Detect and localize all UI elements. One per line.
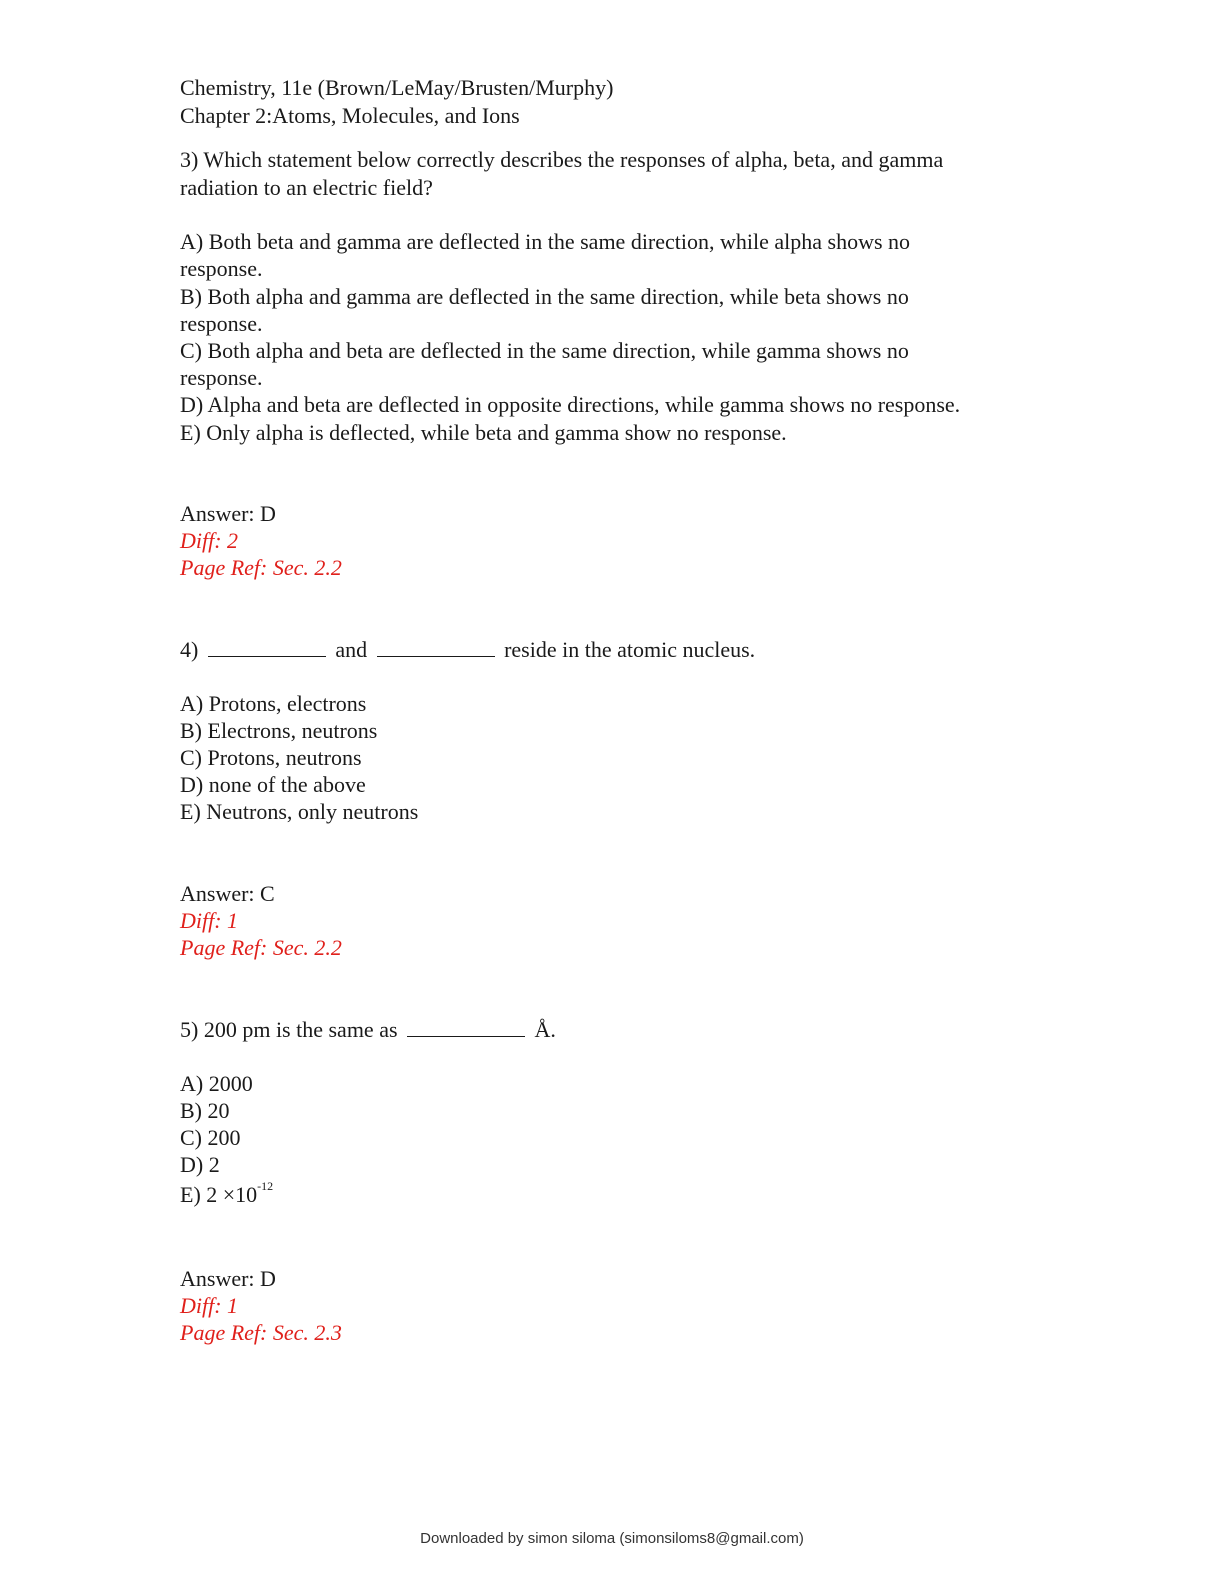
q5-stem xyxy=(180,1016,556,1044)
q3-answer: Answer: D xyxy=(180,501,276,526)
q4-option-b: B) Electrons, neutrons xyxy=(180,718,378,743)
q5-answer: Answer: D xyxy=(180,1266,276,1291)
q5-option-e xyxy=(180,1178,274,1209)
q4-number: 4) xyxy=(180,637,199,662)
q5-page-ref: Page Ref: Sec. 2.3 xyxy=(180,1320,342,1345)
q5-difficulty: Diff: 1 xyxy=(180,1293,239,1318)
q5-stem-text: 5) 200 pm is the same as xyxy=(180,1017,398,1042)
q3-option-d: D) Alpha and beta are deflected in opposite directions, while gamma shows no response. xyxy=(180,392,961,417)
q3-stem-line1: 3) Which statement below correctly describes the responses of alpha, beta, and gamma xyxy=(180,147,944,172)
q5-blank xyxy=(407,1018,525,1037)
chapter-title: Chapter 2:Atoms, Molecules, and Ions xyxy=(180,103,520,128)
q4-answer: Answer: C xyxy=(180,881,275,906)
q5-option-a: A) 2000 xyxy=(180,1071,253,1096)
q3-option-a-cont: response. xyxy=(180,256,263,281)
book-title: Chemistry, 11e (Brown/LeMay/Brusten/Murphy) xyxy=(180,75,614,100)
q4-option-e: E) Neutrons, only neutrons xyxy=(180,799,419,824)
q4-option-c: C) Protons, neutrons xyxy=(180,745,362,770)
q3-option-c-cont: response. xyxy=(180,365,263,390)
q5-option-e-base: E) 2 ×10 xyxy=(180,1182,258,1207)
q4-difficulty: Diff: 1 xyxy=(180,908,239,933)
q5-option-d: D) 2 xyxy=(180,1152,220,1177)
q4-and: and xyxy=(335,637,368,662)
q3-option-a: A) Both beta and gamma are deflected in the same direction, while alpha shows no xyxy=(180,229,911,254)
q4-blank-1 xyxy=(208,638,326,657)
q3-stem-line2: radiation to an electric field? xyxy=(180,175,433,200)
q3-option-e: E) Only alpha is deflected, while beta and gamma show no response. xyxy=(180,420,787,445)
q3-option-b: B) Both alpha and gamma are deflected in the same direction, while beta shows no xyxy=(180,284,909,309)
q4-stem xyxy=(180,636,755,664)
q4-blank-2 xyxy=(377,638,495,657)
q3-option-c: C) Both alpha and beta are deflected in the same direction, while gamma shows no xyxy=(180,338,909,363)
q4-stem-rest: reside in the atomic nucleus. xyxy=(504,637,756,662)
q4-page-ref: Page Ref: Sec. 2.2 xyxy=(180,935,342,960)
download-footer: Downloaded by simon siloma (simonsiloms8@gmail.com) xyxy=(420,1530,804,1547)
q4-option-a: A) Protons, electrons xyxy=(180,691,367,716)
q5-unit: Å. xyxy=(534,1017,556,1042)
q3-option-b-cont: response. xyxy=(180,311,263,336)
q3-difficulty: Diff: 2 xyxy=(180,528,239,553)
q5-option-c: C) 200 xyxy=(180,1125,241,1150)
q5-option-e-exponent: -12 xyxy=(257,1178,274,1193)
q5-option-b: B) 20 xyxy=(180,1098,230,1123)
q4-option-d: D) none of the above xyxy=(180,772,366,797)
q3-page-ref: Page Ref: Sec. 2.2 xyxy=(180,555,342,580)
